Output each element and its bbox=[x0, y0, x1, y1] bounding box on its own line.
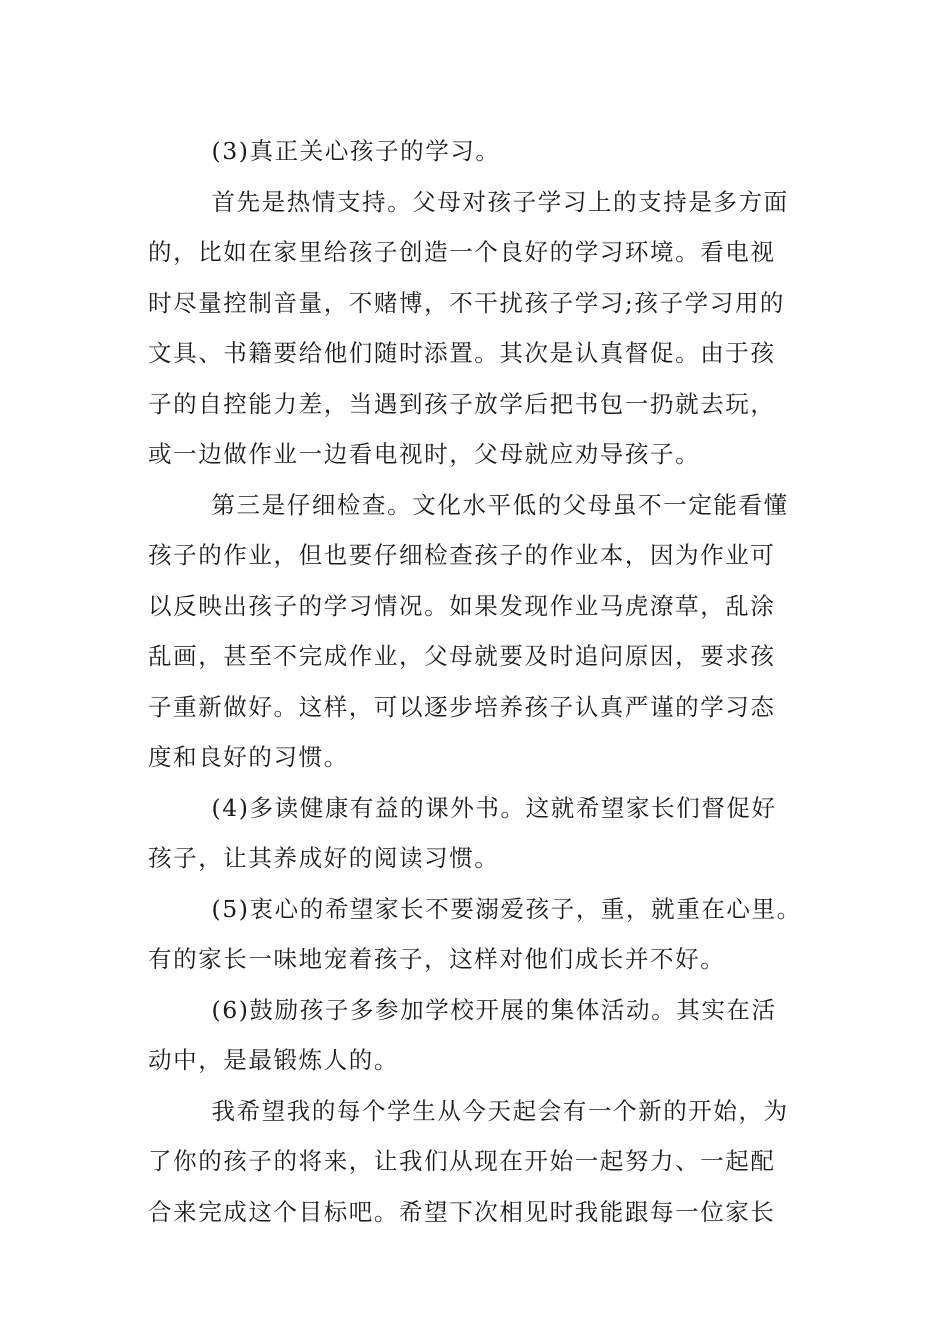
document-body bbox=[148, 126, 812, 1237]
paragraph-line: 首先是热情支持。父母对孩子学习上的支持是多方面 bbox=[211, 187, 789, 216]
paragraph-3 bbox=[148, 126, 812, 177]
paragraph-line: 动中，是最锻炼人的。 bbox=[148, 1046, 399, 1074]
paragraph-check bbox=[148, 480, 812, 783]
paragraph-line: 第三是仔细检查。文化水平低的父母虽不一定能看懂 bbox=[211, 490, 789, 519]
paragraph-line: 有的家长一味地宠着孩子，这样对他们成长并不好。 bbox=[148, 945, 726, 973]
paragraph-line: 以反映出孩子的学习情况。如果发现作业马虎潦草，乱涂 bbox=[148, 591, 776, 620]
paragraph-4 bbox=[148, 783, 812, 884]
paragraph-line: 子的自控能力差，当遇到孩子放学后把书包一扔就去玩， bbox=[148, 389, 776, 418]
paragraph-support bbox=[148, 177, 812, 480]
paragraph-line: 我希望我的每个学生从今天起会有一个新的开始，为 bbox=[211, 1096, 789, 1125]
paragraph-line: (6)鼓励孩子多参加学校开展的集体活动。其实在活 bbox=[211, 995, 777, 1024]
paragraph-closing bbox=[148, 1086, 812, 1238]
paragraph-line: (5)衷心的希望家长不要溺爱孩子，重，就重在心里。 bbox=[211, 894, 802, 923]
paragraph-line: 孩子，让其养成好的阅读习惯。 bbox=[148, 844, 500, 872]
paragraph-line: 或一边做作业一边看电视时，父母就应劝导孩子。 bbox=[148, 440, 701, 468]
paragraph-line: (3)真正关心孩子的学习。 bbox=[211, 137, 501, 165]
paragraph-line: 度和良好的习惯。 bbox=[148, 743, 349, 771]
paragraph-line: 子重新做好。这样，可以逐步培养孩子认真严谨的学习态 bbox=[148, 692, 776, 721]
paragraph-line: 时尽量控制音量，不赌博，不干扰孩子学习;孩子学习用的 bbox=[148, 288, 786, 317]
paragraph-line: 文具、书籍要给他们随时添置。其次是认真督促。由于孩 bbox=[148, 339, 776, 367]
paragraph-line: 合来完成这个目标吧。希望下次相见时我能跟每一位家长 bbox=[148, 1197, 776, 1226]
paragraph-line: 的，比如在家里给孩子创造一个良好的学习环境。看电视 bbox=[148, 238, 776, 266]
paragraph-line: 乱画，甚至不完成作业，父母就要及时追问原因，要求孩 bbox=[148, 642, 776, 670]
paragraph-6 bbox=[148, 985, 812, 1086]
paragraph-line: (4)多读健康有益的课外书。这就希望家长们督促好 bbox=[211, 793, 777, 822]
paragraph-line: 孩子的作业，但也要仔细检查孩子的作业本，因为作业可 bbox=[148, 541, 776, 569]
paragraph-5 bbox=[148, 884, 812, 985]
paragraph-line: 了你的孩子的将来，让我们从现在开始一起努力、一起配 bbox=[148, 1147, 776, 1175]
